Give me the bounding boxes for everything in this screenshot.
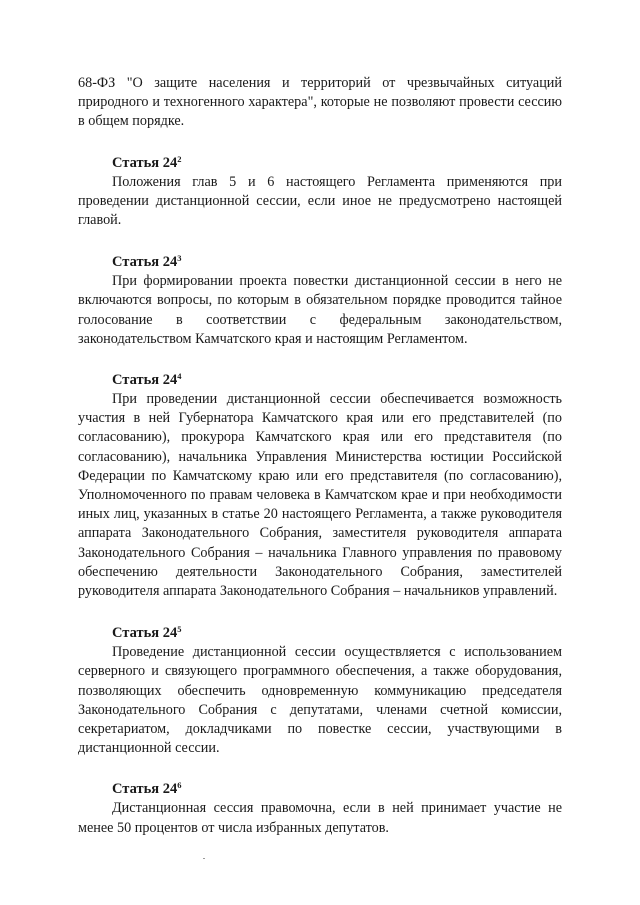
article-title: Статья $24^4$ — [112, 371, 182, 389]
article-24-2 — [78, 154, 562, 231]
article-text: При проведении дистанционной сессии обеспечивается возможность участия в ней Губернатора Камчатского края или его представителей (по согласованию), прокурора Камчатского края или его представителя (по согласованию), начальника Управления Министерства юстиции Российской Федерации по Камчатскому краю или его представителя (по согласованию), Уполномоченного по правам человека в Камчатском крае и при необходимости иных лиц, указанных в статье 20 настоящего Регламента, а также руководителя аппарата Законодательного Собрания, заместителя руководителя аппарата Законодательного Собрания – начальника Главного управления по правовому обеспечению деятельности Законодательного Собрания, заместителей руководителя аппарата Законодательного Собрания – начальников управлений. — [78, 391, 562, 600]
document-page — [78, 74, 562, 838]
article-text: Положения глав 5 и 6 настоящего Регламента применяются при проведении дистанционной сессии, если иное не предусмотрено настоящей главой. — [78, 173, 562, 229]
article-24-3 — [78, 253, 562, 349]
scan-speck — [203, 858, 205, 859]
article-title: Статья $24^3$ — [112, 253, 182, 271]
article-24-6 — [78, 780, 562, 837]
article-text: При формировании проекта повестки дистанционной сессии в него не включаются вопросы, по которым в обязательном порядке проводится тайное голосование в соответствии с федеральным законодательством, законодательством Камчатского края и настоящим Регламентом. — [78, 273, 562, 347]
article-title: Статья $24^2$ — [112, 153, 182, 171]
article-title: Статья $24^5$ — [112, 624, 182, 642]
article-title: Статья $24^6$ — [112, 780, 182, 798]
article-24-5 — [78, 624, 562, 758]
intro-paragraph: 68-ФЗ "О защите населения и территорий от чрезвычайных ситуаций природного и техногенного характера", которые не позволяют провести сессию в общем порядке. — [78, 75, 562, 130]
article-text: Дистанционная сессия правомочна, если в ней принимает участие не менее 50 процентов от числа избранных депутатов. — [78, 800, 562, 836]
article-24-4 — [78, 371, 562, 601]
article-text: Проведение дистанционной сессии осуществляется с использованием серверного и связующего программного обеспечения, а также оборудования, позволяющих обеспечить одновременную коммуникацию председателя Законодательного Собрания с депутатами, членами счетной комиссии, секретариатом, докладчиками по повестке сессии, участвующими в дистанционной сессии. — [78, 644, 562, 757]
